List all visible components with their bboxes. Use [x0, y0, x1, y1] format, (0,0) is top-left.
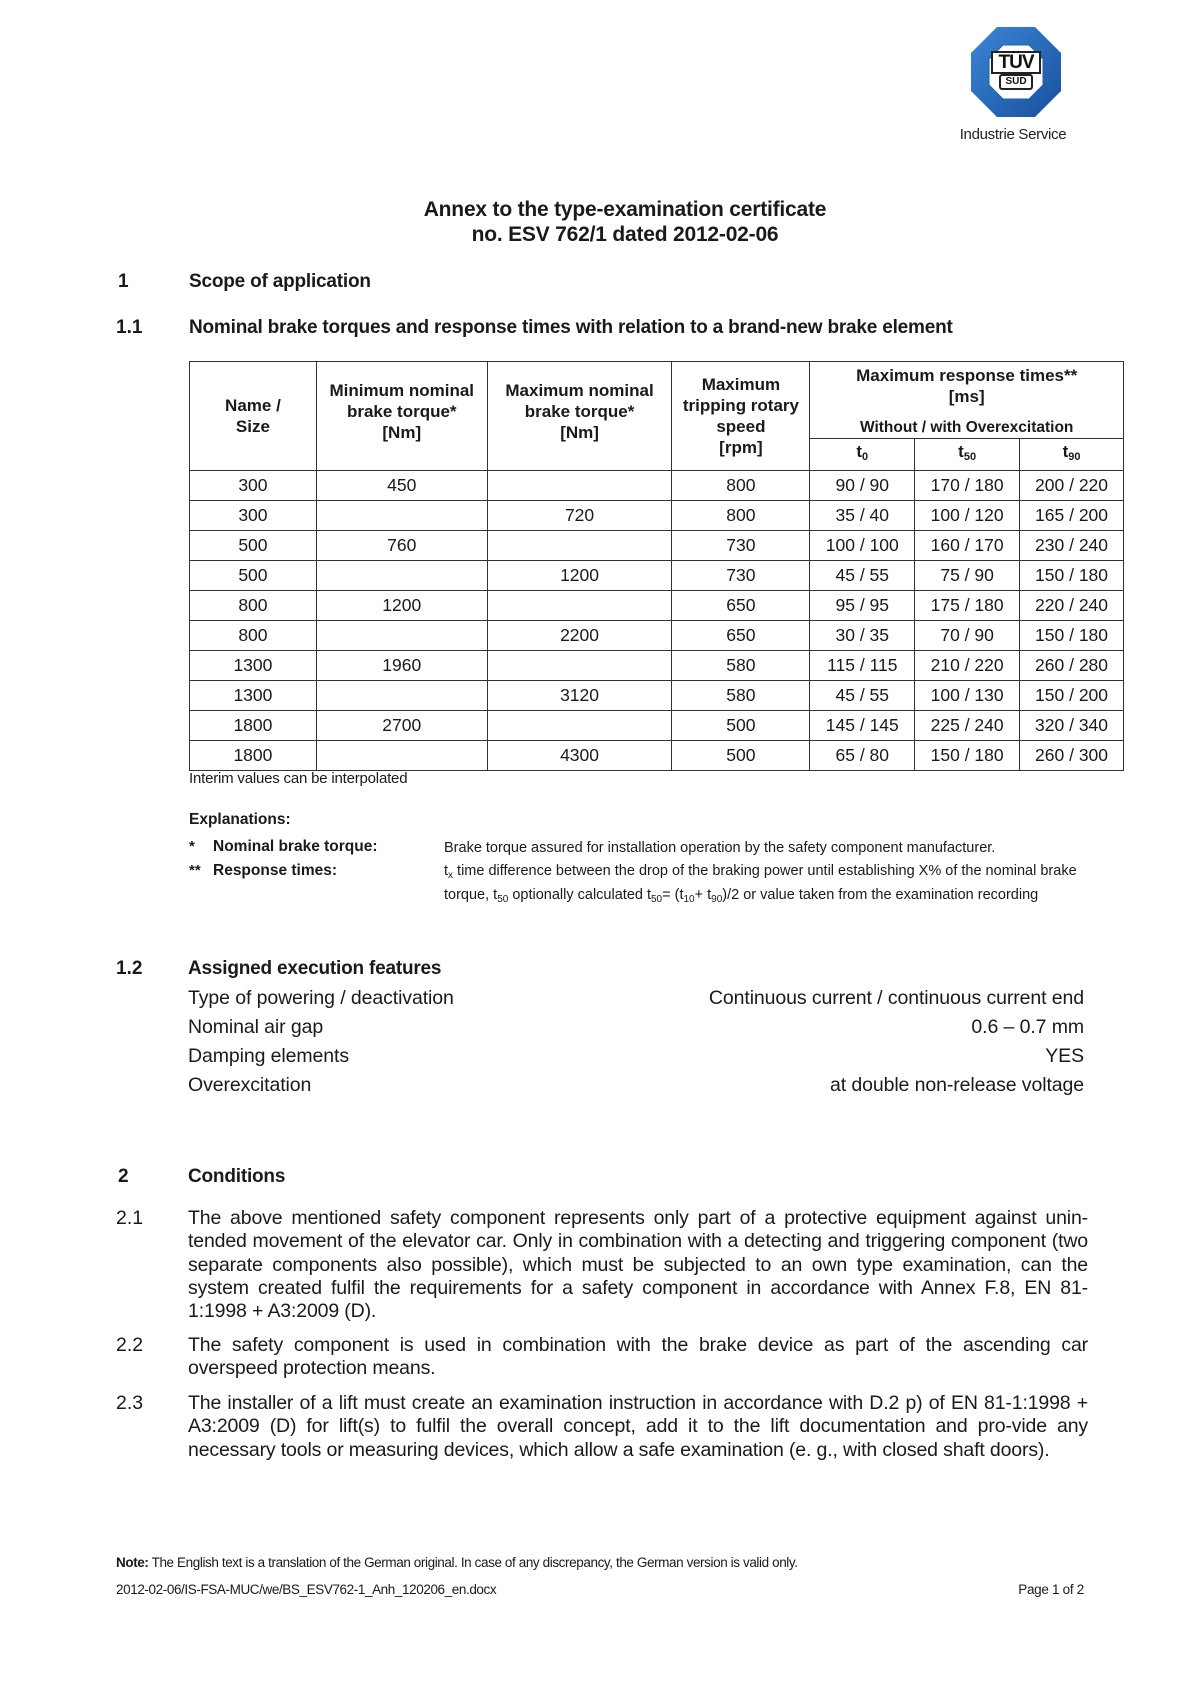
header-t0 — [810, 439, 915, 471]
cell-t0: 35 / 40 — [810, 501, 915, 531]
cell-speed: 500 — [672, 711, 810, 741]
explanation-2-term — [189, 862, 337, 880]
footer-filename: 2012-02-06/IS-FSA-MUC/we/BS_ESV762-1_Anh_120206_en.docx — [116, 1582, 497, 1597]
header-text: [Nm] — [382, 422, 422, 442]
translation-note — [116, 1555, 798, 1570]
cell-max — [487, 531, 672, 561]
cell-t90: 165 / 200 — [1020, 501, 1124, 531]
cell-t90: 220 / 240 — [1020, 591, 1124, 621]
def-text: = (t — [662, 886, 684, 903]
section-1-2-title: Assigned execution features — [188, 958, 442, 979]
section-1-1-number: 1.1 — [116, 317, 143, 338]
logo-tuv-text: TÜV — [998, 52, 1034, 73]
cell-size: 500 — [190, 531, 317, 561]
header-text: Size — [235, 417, 270, 436]
title-line-1: Annex to the type-examination certificate — [423, 198, 827, 221]
cell-speed: 800 — [672, 501, 810, 531]
cell-speed: 730 — [672, 561, 810, 591]
def-text: time difference between the drop of the braking power until establishing X% of the nominal brake torque, t — [444, 863, 1077, 903]
asterisk-marker: * — [189, 838, 195, 855]
note-text: The English text is a translation of the German original. In case of any discrepancy, the German version is valid only. — [148, 1555, 798, 1570]
section-1-2-number: 1.2 — [116, 958, 143, 979]
cell-min — [316, 621, 487, 651]
table-row — [190, 681, 1124, 711]
feature-value-overexcitation: at double non-release voltage — [829, 1074, 1084, 1096]
cell-t50: 150 / 180 — [915, 741, 1020, 771]
condition-2-3-text: The installer of a lift must create an examination instruction in accordance with D.2 p) of EN 81-1:1998 + A3:2009 (D) for lift(s) to fulfil the overall concept, add it to the lift documentation and pro-vide any necessary tools or measuring devices, which allow a safe examination (e. g., with closed shaft doors). — [188, 1392, 1088, 1461]
feature-label-damping: Damping elements — [188, 1045, 349, 1067]
cell-t0: 95 / 95 — [810, 591, 915, 621]
cell-t0: 30 / 35 — [810, 621, 915, 651]
header-text: [rpm] — [719, 438, 763, 457]
cell-min: 760 — [316, 531, 487, 561]
cell-t50: 170 / 180 — [915, 471, 1020, 501]
cell-t90: 150 / 200 — [1020, 681, 1124, 711]
feature-value-damping: YES — [1045, 1045, 1084, 1067]
def-text: + t — [694, 886, 712, 903]
cell-min — [316, 741, 487, 771]
cell-max: 3120 — [487, 681, 672, 711]
header-response-times — [810, 362, 1124, 439]
cell-speed: 580 — [672, 681, 810, 711]
header-text: Name / — [225, 396, 281, 415]
t-symbol: t — [958, 442, 964, 461]
def-sub: 50 — [497, 893, 509, 905]
cell-size: 1300 — [190, 651, 317, 681]
header-text: brake torque* — [346, 401, 457, 421]
section-1-title: Scope of application — [189, 271, 371, 292]
interpolation-note: Interim values can be interpolated — [189, 770, 408, 787]
header-text: brake torque* — [524, 401, 635, 421]
cell-t0: 45 / 55 — [810, 561, 915, 591]
cell-t90: 320 / 340 — [1020, 711, 1124, 741]
header-subtext: Without / with Overexcitation — [859, 419, 1074, 436]
explanation-1-term — [189, 838, 378, 856]
cell-max: 720 — [487, 501, 672, 531]
t-subscript: 50 — [963, 451, 977, 463]
cell-speed: 800 — [672, 471, 810, 501]
header-text: Maximum — [701, 375, 781, 394]
table-row — [190, 471, 1124, 501]
table-row — [190, 501, 1124, 531]
header-min-torque — [316, 362, 487, 471]
header-text: [ms] — [948, 387, 985, 406]
condition-2-1-number: 2.1 — [116, 1207, 144, 1229]
t-subscript: 0 — [862, 451, 869, 463]
cell-t90: 200 / 220 — [1020, 471, 1124, 501]
cell-t90: 260 / 300 — [1020, 741, 1124, 771]
def-sub: x — [448, 870, 454, 881]
cell-t50: 225 / 240 — [915, 711, 1020, 741]
feature-label-powering: Type of powering / deactivation — [188, 987, 454, 1009]
cell-speed: 580 — [672, 651, 810, 681]
cell-t50: 100 / 120 — [915, 501, 1020, 531]
cell-t50: 175 / 180 — [915, 591, 1020, 621]
cell-min — [316, 501, 487, 531]
section-1-number: 1 — [118, 271, 129, 292]
cell-max: 4300 — [487, 741, 672, 771]
logo-caption: Industrie Service — [959, 126, 1067, 143]
t-symbol: t — [1062, 442, 1069, 461]
cell-max — [487, 711, 672, 741]
t-symbol: t — [856, 442, 863, 461]
cell-size: 1800 — [190, 711, 317, 741]
header-text: Minimum nominal — [329, 380, 474, 400]
cell-t0: 45 / 55 — [810, 681, 915, 711]
cell-t50: 210 / 220 — [915, 651, 1020, 681]
cell-t50: 70 / 90 — [915, 621, 1020, 651]
header-t50 — [915, 439, 1020, 471]
table-row — [190, 531, 1124, 561]
cell-max: 1200 — [487, 561, 672, 591]
cell-t0: 65 / 80 — [810, 741, 915, 771]
feature-label-air-gap: Nominal air gap — [188, 1016, 324, 1038]
cell-size: 800 — [190, 591, 317, 621]
def-text: )/2 or value taken from the examination recording — [722, 886, 1039, 903]
cell-t0: 145 / 145 — [810, 711, 915, 741]
section-2-title: Conditions — [188, 1166, 286, 1187]
cell-min: 1200 — [316, 591, 487, 621]
header-text: Maximum response times** — [856, 366, 1078, 385]
table-row — [190, 711, 1124, 741]
logo-sud-text: SÜD — [1005, 76, 1027, 87]
cell-min: 450 — [316, 471, 487, 501]
brake-torque-table — [189, 361, 1124, 771]
condition-2-2-number: 2.2 — [116, 1334, 144, 1356]
def-text: t — [444, 863, 449, 879]
title-line-2: no. ESV 762/1 dated 2012-02-06 — [471, 223, 779, 246]
cell-min: 1960 — [316, 651, 487, 681]
page-number: Page 1 of 2 — [1018, 1582, 1084, 1597]
term-label: Nominal brake torque: — [213, 838, 378, 855]
feature-label-overexcitation: Overexcitation — [188, 1074, 312, 1096]
condition-2-2-text: The safety component is used in combination with the brake device as part of the ascending car overspeed protection means. — [188, 1334, 1088, 1380]
document-title — [0, 197, 1190, 247]
cell-size: 300 — [190, 501, 317, 531]
header-t90 — [1020, 439, 1124, 471]
cell-speed: 650 — [672, 591, 810, 621]
cell-max — [487, 651, 672, 681]
feature-value-powering: Continuous current / continuous current end — [708, 987, 1084, 1009]
note-label: Note: — [116, 1555, 149, 1570]
def-sub: 50 — [651, 893, 663, 905]
cell-size: 1800 — [190, 741, 317, 771]
section-1-1-title: Nominal brake torques and response times with relation to a brand-new brake element — [189, 317, 953, 338]
cell-t90: 150 / 180 — [1020, 621, 1124, 651]
feature-value-air-gap: 0.6 – 0.7 mm — [971, 1016, 1084, 1038]
table-row — [190, 651, 1124, 681]
cell-speed: 650 — [672, 621, 810, 651]
cell-t50: 100 / 130 — [915, 681, 1020, 711]
cell-max — [487, 471, 672, 501]
cell-t50: 160 / 170 — [915, 531, 1020, 561]
explanation-2-definition — [444, 862, 1104, 909]
cell-size: 1300 — [190, 681, 317, 711]
cell-speed: 500 — [672, 741, 810, 771]
cell-max: 2200 — [487, 621, 672, 651]
cell-t90: 150 / 180 — [1020, 561, 1124, 591]
tuv-sud-logo — [970, 26, 1062, 118]
cell-t0: 90 / 90 — [810, 471, 915, 501]
cell-t90: 230 / 240 — [1020, 531, 1124, 561]
cell-min — [316, 681, 487, 711]
double-asterisk-marker: ** — [189, 862, 201, 879]
header-name-size — [190, 362, 317, 471]
header-text: Maximum nominal — [505, 380, 654, 400]
def-sub: 90 — [711, 893, 723, 905]
explanations-heading: Explanations: — [189, 811, 291, 828]
header-speed — [672, 362, 810, 471]
cell-size: 800 — [190, 621, 317, 651]
header-text: [Nm] — [560, 422, 599, 442]
cell-t0: 115 / 115 — [810, 651, 915, 681]
header-text: tripping rotary — [682, 396, 799, 415]
def-sub: 10 — [683, 893, 695, 905]
cell-min: 2700 — [316, 711, 487, 741]
table-row — [190, 591, 1124, 621]
condition-2-1-text: The above mentioned safety component represents only part of a protective equipment against unin-tended movement of the elevator car. Only in combination with a detecting and triggering component (two separate components also possible), which must be subjected to an own type examination, can the system created fulfil the requirements for a safety component in accordance with Annex F.8, EN 81-1:1998 + A3:2009 (D). — [188, 1207, 1088, 1323]
cell-size: 300 — [190, 471, 317, 501]
def-text: optionally calculated t — [508, 886, 651, 903]
cell-max — [487, 591, 672, 621]
table-row — [190, 741, 1124, 771]
explanation-1-definition: Brake torque assured for installation operation by the safety component manufacturer. — [444, 840, 996, 856]
cell-min — [316, 561, 487, 591]
cell-speed: 730 — [672, 531, 810, 561]
cell-t90: 260 / 280 — [1020, 651, 1124, 681]
header-text: speed — [716, 417, 766, 436]
cell-size: 500 — [190, 561, 317, 591]
header-max-torque — [487, 362, 672, 471]
table-row — [190, 561, 1124, 591]
cell-t50: 75 / 90 — [915, 561, 1020, 591]
cell-t0: 100 / 100 — [810, 531, 915, 561]
t-subscript: 90 — [1068, 451, 1081, 463]
term-label: Response times: — [213, 862, 338, 879]
section-2-number: 2 — [118, 1166, 129, 1187]
condition-2-3-number: 2.3 — [116, 1392, 144, 1414]
table-row — [190, 621, 1124, 651]
